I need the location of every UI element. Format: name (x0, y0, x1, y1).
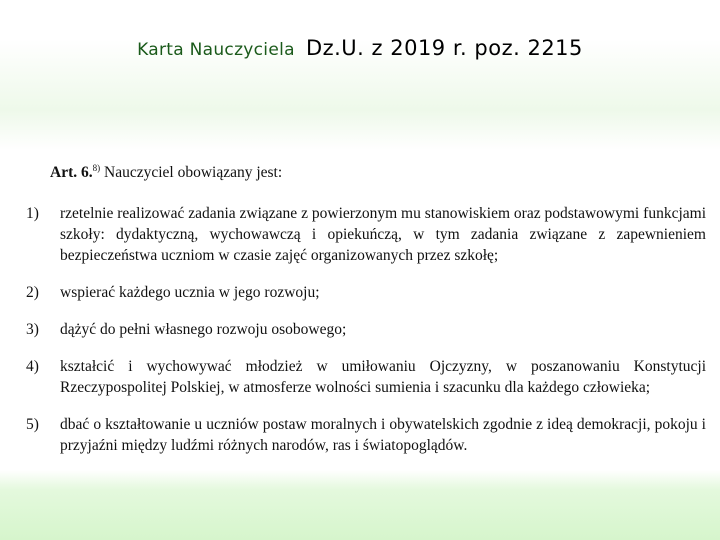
slide-title (0, 36, 720, 60)
article-heading (50, 158, 706, 183)
article-label: Art. 6.$^{8)}$ (50, 163, 101, 182)
list-item (26, 319, 706, 340)
list-item (26, 203, 706, 266)
item-text: dążyć do pełni własnego rozwoju osobowego; (60, 321, 347, 339)
item-text: wspierać każdego ucznia w jego rozwoju; (60, 284, 320, 302)
item-number: 1) (26, 205, 39, 223)
item-text: kształcić i wychowywać młodzież w umiłowaniu Ojczyzny, w poszanowaniu Konstytucji Rzeczypospolitej Polskiej, w atmosferze wolności sumienia i szacunku dla każdego człowieka; (60, 358, 706, 397)
list-item (26, 356, 706, 398)
list-item (26, 282, 706, 303)
item-number: 3) (26, 321, 39, 339)
list-item (26, 414, 706, 456)
article-intro: Nauczyciel obowiązany jest: (104, 164, 283, 182)
legal-text-excerpt (26, 158, 706, 472)
item-number: 5) (26, 416, 39, 434)
item-number: 2) (26, 284, 39, 302)
item-number: 4) (26, 358, 39, 376)
item-text: rzetelnie realizować zadania związane z powierzonym mu stanowiskiem oraz podstawowymi funkcjami szkoły: dydaktyczną, wychowawczą i opiekuńczą, w tym zadania związane z zapewnieniem bezpieczeństwa uczniom w czasie zajęć organizowanych przez szkołę; (60, 205, 706, 265)
item-text: dbać o kształtowanie u uczniów postaw moralnych i obywatelskich zgodnie z ideą demokracji, pokoju i przyjaźni między ludźmi różnych narodów, ras i światopoglądów. (60, 416, 706, 455)
footnote-marker: 8) (92, 163, 101, 173)
title-act-name: Karta Nauczyciela (137, 40, 295, 60)
title-journal-reference: Dz.U. z 2019 r. poz. 2215 (305, 36, 583, 60)
